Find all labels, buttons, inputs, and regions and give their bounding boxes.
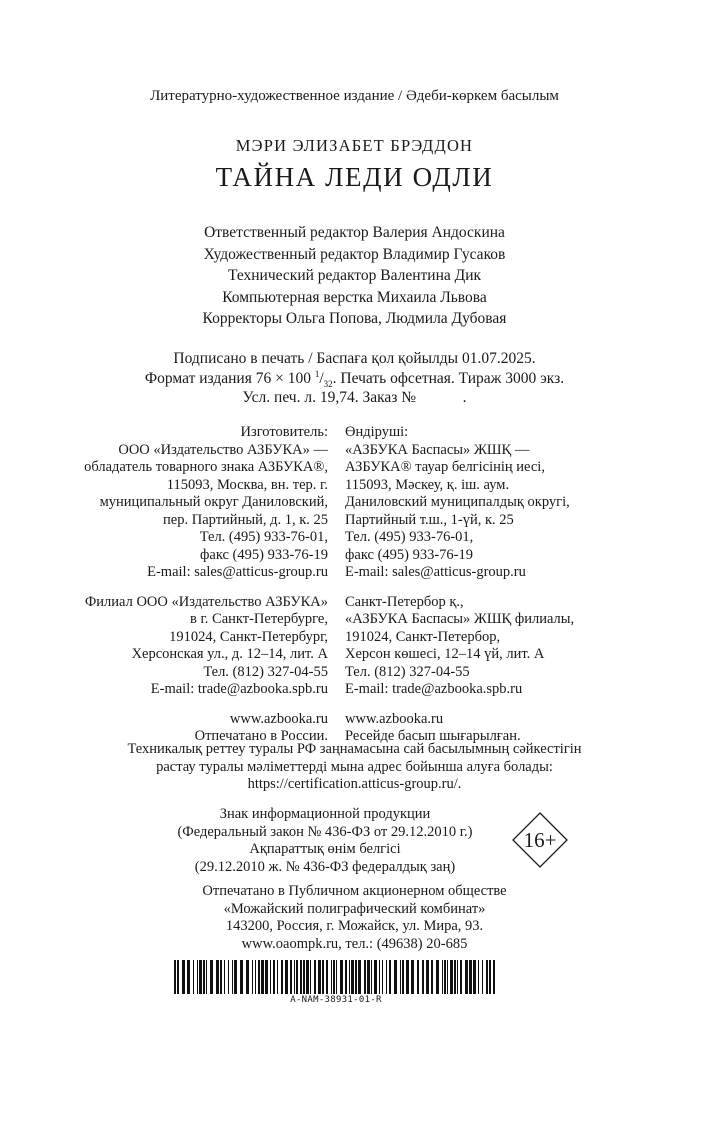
staff-line: Компьютерная верстка Михаила Львова <box>222 288 487 306</box>
manufacturer-kz-line: 115093, Мәскеу, қ. іш. аум. <box>345 476 510 493</box>
format-fraction-numerator: 1 <box>314 368 320 379</box>
barcode-bar <box>318 960 321 994</box>
barcode-bar <box>210 960 213 994</box>
barcode-bar <box>349 960 350 994</box>
barcode-bar <box>431 960 433 994</box>
barcode-bar <box>314 960 316 994</box>
barcode-bar <box>422 960 424 994</box>
manufacturer-ru-line: факс (495) 933-76-19 <box>199 546 328 563</box>
format-suffix: . Печать офсетная. Тираж 3000 экз. <box>332 369 565 387</box>
barcode-bar <box>473 960 476 994</box>
age-rating-badge <box>512 812 568 868</box>
barcode-bar <box>294 960 295 994</box>
barcode <box>174 960 498 994</box>
printed-in-kz: Ресейде басып шығарылған. <box>345 728 521 744</box>
manufacturer-kz-line: факс (495) 933-76-19 <box>345 546 474 563</box>
book-title: ТАЙНА ЛЕДИ ОДЛИ <box>215 162 494 192</box>
barcode-bar <box>478 960 479 994</box>
barcode-bar <box>389 960 391 994</box>
barcode-bar <box>220 960 222 994</box>
barcode-bar <box>386 960 387 994</box>
info-sign-line: Знак информационной продукции <box>219 806 431 822</box>
barcode-bar <box>402 960 404 994</box>
barcode-bar <box>486 960 488 994</box>
barcode-bar <box>355 960 357 994</box>
printer-line: 143200, Россия, г. Можайск, ул. Мира, 93. <box>225 918 484 934</box>
branch-ru-line: 191024, Санкт-Петербург, <box>169 628 328 645</box>
barcode-bar <box>469 960 472 994</box>
staff-line: Корректоры Ольга Попова, Людмила Дубовая <box>202 310 507 327</box>
barcode-bar <box>234 960 237 994</box>
branch-kz-line: E-mail: trade@azbooka.spb.ru <box>345 681 523 697</box>
branch-ru-line: в г. Санкт-Петербурге, <box>190 611 328 627</box>
printer-info <box>0 883 709 953</box>
barcode-bar <box>232 960 233 994</box>
barcode-bar <box>281 960 283 994</box>
sheets-line: Усл. печ. л. 19,74. Заказ № . <box>242 389 467 406</box>
manufacturer-ru-line: ООО «Издательство АЗБУКА» — <box>118 441 328 458</box>
barcode-bar <box>454 960 456 994</box>
branch-ru-line: Херсонская ул., д. 12–14, лит. А <box>131 646 328 662</box>
barcode-bar <box>296 960 298 994</box>
barcode-bar <box>442 960 443 994</box>
barcode-bar <box>273 960 275 994</box>
barcode-bar <box>187 960 190 994</box>
branch-ru-line: E-mail: trade@azbooka.spb.ru <box>150 681 328 697</box>
publisher-column-ru <box>84 424 328 746</box>
branch-ru-line: Тел. (812) 327-04-55 <box>203 663 328 680</box>
barcode-bar <box>199 960 202 994</box>
age-rating-text: 16+ <box>523 828 557 852</box>
barcode-bar <box>406 960 409 994</box>
manufacturer-ru-line: Изготовитель: <box>240 424 328 440</box>
certification-url: https://certification.atticus-group.ru/. <box>247 776 462 792</box>
barcode-bar <box>465 960 468 994</box>
website-kz: www.azbooka.ru <box>345 710 444 727</box>
barcode-bar <box>364 960 366 994</box>
barcode-bar <box>300 960 302 994</box>
print-info <box>0 349 709 408</box>
barcode-bar <box>290 960 292 994</box>
manufacturer-ru-line: 115093, Москва, вн. тер. г. <box>166 476 328 493</box>
info-sign-line: Ақпараттық өнім белгісі <box>249 841 401 857</box>
barcode-bar <box>331 960 332 994</box>
format-line <box>0 369 709 389</box>
barcode-bar <box>417 960 419 994</box>
branch-kz-line: 191024, Санкт-Петербор, <box>345 628 501 645</box>
barcode-bar <box>436 960 439 994</box>
barcode-bar <box>374 960 377 994</box>
barcode-bar <box>340 960 343 994</box>
barcode-bar <box>240 960 243 994</box>
manufacturer-kz-line: E-mail: sales@atticus-group.ru <box>345 564 526 580</box>
barcode-bar <box>255 960 256 994</box>
barcode-bar <box>277 960 278 994</box>
manufacturer-ru-line: муниципальный округ Даниловский, <box>99 494 328 510</box>
manufacturer-kz-line: Даниловский муниципалдық округі, <box>345 494 570 510</box>
printed-in-ru: Отпечатано в России. <box>194 728 328 744</box>
manufacturer-kz-line: АЗБУКА® тауар белгісінің иесі, <box>345 459 545 475</box>
staff-line: Художественный редактор Владимир Гусаков <box>203 245 506 263</box>
barcode-bar <box>224 960 225 994</box>
barcode-bar <box>306 960 309 994</box>
staff-line: Ответственный редактор Валерия Андоскина <box>204 224 505 241</box>
barcode-bar <box>400 960 401 994</box>
certification-line: Техникалық реттеу туралы РФ заңнамасына сай басылымның сәйкестігін <box>127 741 582 757</box>
manufacturer-kz-line: Партийный т.ш., 1-үй, к. 25 <box>345 511 514 528</box>
format-fraction-denominator: 32 <box>323 378 333 389</box>
barcode-bar <box>261 960 264 994</box>
branch-kz-line: Санкт-Петербор қ., <box>345 593 464 610</box>
printer-line: Отпечатано в Публичном акционерном обществе <box>202 883 507 899</box>
barcode-bar <box>216 960 219 994</box>
printer-line: www.oaompk.ru, тел.: (49638) 20-685 <box>241 935 468 952</box>
branch-ru-line: Филиал ООО «Издательство АЗБУКА» <box>84 593 328 610</box>
barcode-bar <box>206 960 207 994</box>
barcode-bar <box>203 960 205 994</box>
barcode-bar <box>394 960 397 994</box>
branch-kz-line: Тел. (812) 327-04-55 <box>345 663 470 680</box>
info-sign-line: (Федеральный закон № 436-ФЗ от 29.12.2010 г.) <box>177 823 473 840</box>
website-ru: www.azbooka.ru <box>229 710 328 727</box>
barcode-bar <box>426 960 429 994</box>
publisher-column-kz <box>345 424 574 746</box>
barcode-bar <box>444 960 446 994</box>
barcode-bar <box>382 960 383 994</box>
staff-list <box>0 222 709 330</box>
barcode-bar <box>326 960 328 994</box>
barcode-bar <box>336 960 337 994</box>
manufacturer-kz-line: Өндіруші: <box>345 424 409 440</box>
branch-kz-line: Херсон көшесі, 12–14 үй, лит. А <box>345 646 545 662</box>
barcode-code: A-NAM-38931-01-R <box>290 995 382 1005</box>
barcode-bar <box>457 960 458 994</box>
barcode-bar <box>193 960 194 994</box>
barcode-bar <box>482 960 483 994</box>
barcode-bar <box>285 960 288 994</box>
manufacturer-ru-line: E-mail: sales@atticus-group.ru <box>147 564 328 580</box>
staff-line: Технический редактор Валентина Дик <box>227 267 482 284</box>
barcode-bar <box>174 960 176 994</box>
format-prefix: Формат издания 76 × 100 <box>144 369 315 387</box>
barcode-bar <box>450 960 453 994</box>
certification-note <box>0 741 709 794</box>
barcode-bar <box>460 960 462 994</box>
barcode-bar <box>310 960 311 994</box>
barcode-bar <box>265 960 268 994</box>
barcode-bar <box>351 960 354 994</box>
barcode-bar <box>493 960 495 994</box>
barcode-bar <box>270 960 271 994</box>
manufacturer-kz <box>345 424 574 582</box>
barcode-bar <box>379 960 380 994</box>
signed-line: Подписано в печать / Баспаға қол қойылды 01.07.2025. <box>173 350 536 367</box>
branch-ru <box>84 594 328 699</box>
printer-line: «Можайский полиграфический комбинат» <box>223 900 486 917</box>
manufacturer-ru <box>84 424 328 582</box>
barcode-bar <box>228 960 229 994</box>
branch-kz <box>345 594 574 699</box>
barcode-bar <box>345 960 347 994</box>
info-product-sign <box>160 806 490 876</box>
barcode-bar <box>333 960 335 994</box>
info-sign-line: (29.12.2010 ж. № 436-ФЗ федералдық заң) <box>194 858 456 875</box>
barcode-bar <box>197 960 198 994</box>
barcode-bar <box>411 960 414 994</box>
barcode-bar <box>371 960 372 994</box>
barcode-bar <box>246 960 249 994</box>
barcode-bar <box>182 960 185 994</box>
format-fraction-slash: / <box>319 369 324 387</box>
barcode-bar <box>303 960 305 994</box>
barcode-bar <box>258 960 260 994</box>
barcode-bar <box>489 960 491 994</box>
barcode-bar <box>367 960 370 994</box>
barcode-bar <box>177 960 179 994</box>
manufacturer-kz-line: Тел. (495) 933-76-01, <box>345 529 474 545</box>
author-name: МЭРИ ЭЛИЗАБЕТ БРЭДДОН <box>235 136 474 155</box>
manufacturer-ru-line: пер. Партийный, д. 1, к. 25 <box>163 511 328 528</box>
manufacturer-ru-line: Тел. (495) 933-76-01, <box>199 529 328 545</box>
certification-line: растау туралы мәліметтерді мына адрес бойынша алуға болады: <box>156 758 553 775</box>
edition-type: Литературно-художественное издание / Әдеби-көркем басылым <box>150 88 559 104</box>
branch-kz-line: «АЗБУКА Баспасы» ЖШҚ филиалы, <box>345 611 575 627</box>
manufacturer-ru-line: обладатель товарного знака АЗБУКА®, <box>84 459 328 475</box>
manufacturer-kz-line: «АЗБУКА Баспасы» ЖШҚ — <box>345 441 530 458</box>
barcode-bar <box>358 960 361 994</box>
barcode-bar <box>322 960 324 994</box>
barcode-bar <box>447 960 448 994</box>
barcode-bar <box>252 960 253 994</box>
